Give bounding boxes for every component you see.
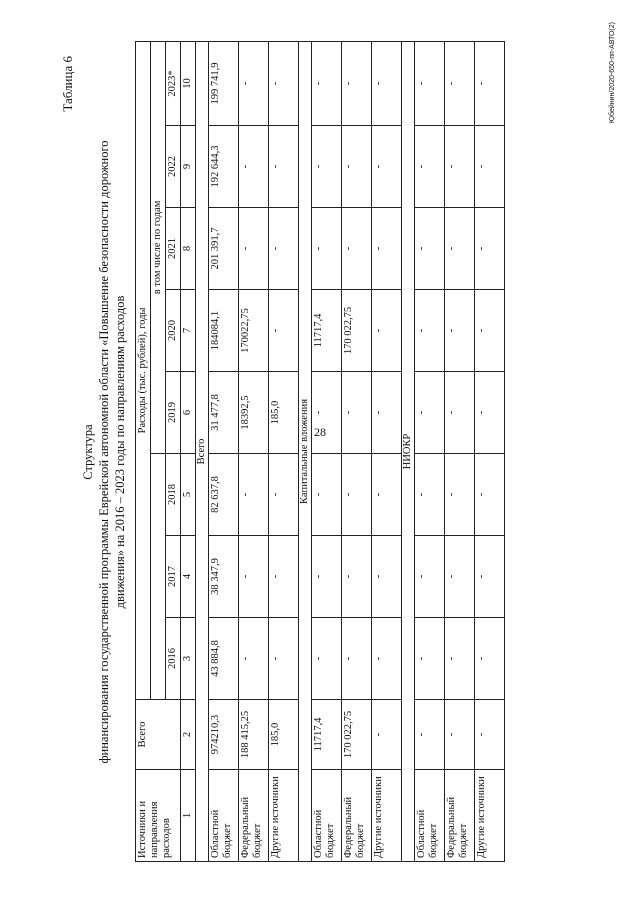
section-title-row [402,41,415,861]
row-value: 201 391,7 [209,208,239,290]
row-value: - [415,290,445,372]
title-line-1: Структура [81,424,95,480]
section-title: Капитальные вложения [299,41,312,861]
row-value: - [415,41,445,125]
row-source: Областной бюджет [415,770,445,862]
header-total: Всего [136,700,181,770]
row-value: - [269,41,299,125]
row-source: Федеральный бюджет [445,770,475,862]
table-row [342,41,372,861]
column-number-7: 7 [181,290,196,372]
row-value: - [342,372,372,454]
table-row [415,41,445,861]
row-value: - [239,536,269,618]
column-number-1: 1 [181,770,196,862]
column-number-8: 8 [181,208,196,290]
column-number-6: 6 [181,372,196,454]
header-row-1 [136,41,151,861]
row-value: - [475,536,505,618]
title-line-2: финансирования государственной программы Еврейской автономной области «Повышение безопасности дорожного [97,140,111,764]
section-title-row [299,41,312,861]
header-year-1: 2016 [166,618,181,700]
row-value: - [475,372,505,454]
row-value: - [312,208,342,290]
header-year-5: 2020 [166,290,181,372]
row-value: - [415,618,445,700]
row-value: - [445,126,475,208]
row-value: - [445,41,475,125]
row-value: 43 884,8 [209,618,239,700]
row-value: 974210,3 [209,700,239,770]
row-source: Федеральный бюджет [239,770,269,862]
row-value: - [372,126,402,208]
rotated-page-content [60,22,616,882]
row-value: - [312,536,342,618]
header-year-4: 2019 [166,372,181,454]
row-value: - [415,454,445,536]
row-value: - [475,454,505,536]
table-row [312,41,342,861]
table-row [269,41,299,861]
row-value: 38 347,9 [209,536,239,618]
row-value: 82 637,8 [209,454,239,536]
row-value: - [415,536,445,618]
table-row [239,41,269,861]
row-value: 170022,75 [239,290,269,372]
row-value: - [475,208,505,290]
row-value: - [342,126,372,208]
row-source: Другие источники [269,770,299,862]
row-source: Другие источники [475,770,505,862]
row-value: 199 741,9 [209,41,239,125]
header-year-8: 2023* [166,41,181,125]
row-value: - [372,208,402,290]
section-title: Всего [196,41,209,861]
row-value: - [475,126,505,208]
document-code: Юбейнин/2020-650-пп-АВТО(2) [609,22,616,124]
row-value: - [372,454,402,536]
row-value: 170 022,75 [342,700,372,770]
row-source: Федеральный бюджет [342,770,372,862]
row-value: 192 644,3 [209,126,239,208]
row-value: 185,0 [269,372,299,454]
document-title [80,22,128,882]
table-body [136,41,505,861]
header-year-2: 2017 [166,536,181,618]
title-line-3: движения» на 2016 – 2023 годы по направлениям расходов [113,295,127,609]
row-value: - [269,208,299,290]
row-value: - [269,290,299,372]
row-source: Областной бюджет [209,770,239,862]
row-value: - [415,372,445,454]
row-value: 11717,4 [312,290,342,372]
column-number-9: 9 [181,126,196,208]
row-value: - [312,372,342,454]
row-value: - [372,618,402,700]
row-value: 188 415,25 [239,700,269,770]
row-value: - [445,290,475,372]
column-number-4: 4 [181,536,196,618]
row-value: - [312,126,342,208]
row-value: - [475,290,505,372]
row-value: - [445,536,475,618]
row-value: - [269,126,299,208]
row-value: - [445,454,475,536]
row-value: - [372,290,402,372]
row-source: Другие источники [372,770,402,862]
row-value: - [269,618,299,700]
row-value: - [415,700,445,770]
row-value: - [239,41,269,125]
column-number-10: 10 [181,41,196,125]
header-source: Источники и направления расходов [136,770,181,862]
section-title: НИОКР [402,41,415,861]
row-value: - [312,41,342,125]
row-value: - [475,41,505,125]
table-row [372,41,402,861]
header-year-7: 2022 [166,126,181,208]
row-value: - [475,618,505,700]
header-expenses: Расходы (тыс. рублей), годы [136,41,151,699]
row-value: - [475,700,505,770]
row-value: - [312,454,342,536]
row-value: - [372,536,402,618]
row-value: - [342,454,372,536]
financing-table [135,41,505,862]
row-value: - [372,372,402,454]
row-value: 31 477,8 [209,372,239,454]
row-value: - [269,536,299,618]
header-year-3: 2018 [166,454,181,536]
row-value: - [372,41,402,125]
row-value: 170 022,75 [342,290,372,372]
row-value: - [342,41,372,125]
row-value: - [445,618,475,700]
row-value: - [312,618,342,700]
header-by-years: в том числе по годам [151,41,166,453]
row-value: - [239,126,269,208]
row-source: Областной бюджет [312,770,342,862]
row-value: - [445,372,475,454]
header-numbers-row [181,41,196,861]
table-row [475,41,505,861]
table-label: Таблица 6 [60,56,75,112]
row-value: - [372,700,402,770]
row-value: - [342,208,372,290]
table-row [209,41,239,861]
row-value: - [415,126,445,208]
column-number-2: 2 [181,700,196,770]
header-spacer [151,454,166,700]
row-value: 185,0 [269,700,299,770]
row-value: - [445,700,475,770]
row-value: 18392,5 [239,372,269,454]
row-value: - [445,208,475,290]
section-title-row [196,41,209,861]
table-row [445,41,475,861]
row-value: - [342,536,372,618]
row-value: - [342,618,372,700]
column-number-5: 5 [181,454,196,536]
column-number-3: 3 [181,618,196,700]
row-value: - [239,454,269,536]
row-value: 184084,1 [209,290,239,372]
header-year-6: 2021 [166,208,181,290]
row-value: 11717,4 [312,700,342,770]
page-number: 28 [314,425,326,439]
row-value: - [239,618,269,700]
row-value: - [269,454,299,536]
row-value: - [239,208,269,290]
row-value: - [415,208,445,290]
